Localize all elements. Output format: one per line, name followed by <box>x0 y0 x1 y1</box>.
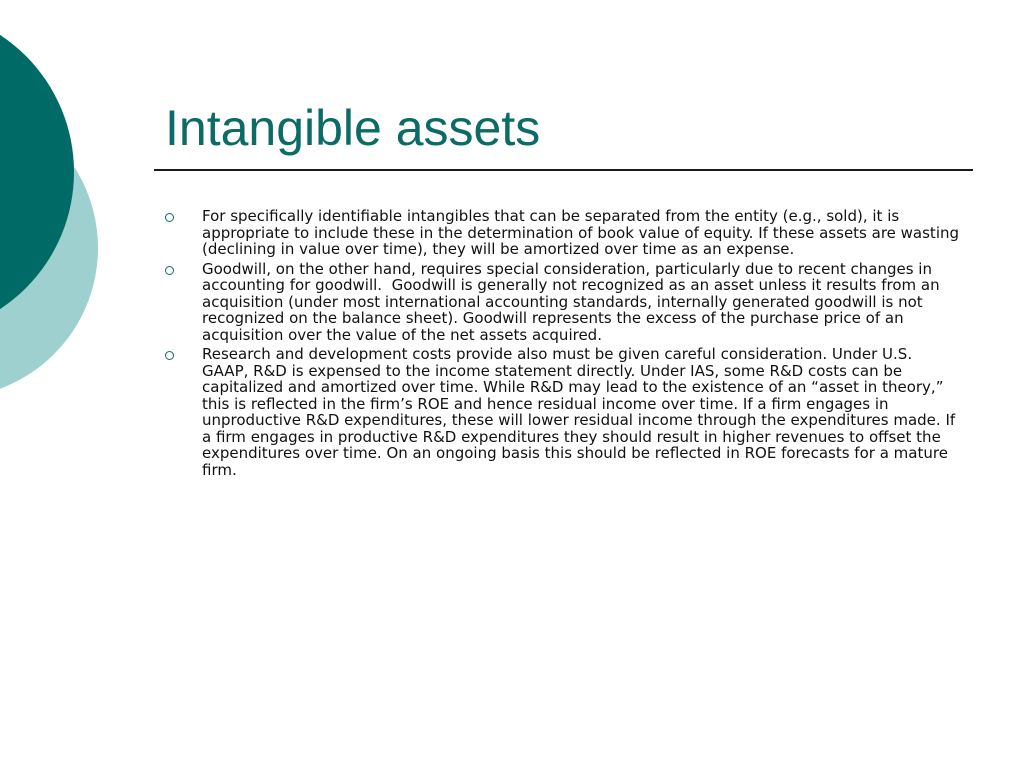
bullet-text: Goodwill, on the other hand, requires special consideration, particularly due to recent changes in accounting for goodwill. Goodwill is generally not recognized as an asset unless it results from an acquisition (under most international accounting standards, internally generated goodwill is not recognized on the balance sheet). Goodwill represents the excess of the purchase price of an acquisition over the value of the net assets acquired. <box>202 259 945 344</box>
bullet-text: Research and development costs provide also must be given careful consideration. Under U.S. GAAP, R&D is expensed to the income statement directly. Under IAS, some R&D costs can be capitalized and amortized over time. While R&D may lead to the existence of an “asset in theory,” this is reflected in the firm’s ROE and hence residual income over time. If a firm engages in unproductive R&D expenditures, these will lower residual income through the expenditures made. If a firm engages in productive R&D expenditures they should result in higher revenues to offset the expenditures over time. On an ongoing basis this should be reflected in ROE forecasts for a mature firm. <box>202 345 960 479</box>
hollow-circle-bullet-icon <box>165 351 174 360</box>
bullet-item <box>160 207 964 258</box>
title-divider <box>154 169 973 171</box>
hollow-circle-bullet-icon <box>165 266 174 275</box>
bullet-list <box>160 207 964 481</box>
bullet-item <box>160 346 960 478</box>
bullet-item <box>160 261 960 344</box>
hollow-circle-bullet-icon <box>165 213 174 222</box>
slide-title: Intangible assets <box>165 100 541 156</box>
bullet-text: For specifically identifiable intangibles that can be separated from the entity (e.g., sold), it is appropriate to include these in the determination of book value of equity. If these assets are wasting (declining in value over time), they will be amortized over time as an expense. <box>202 207 964 258</box>
